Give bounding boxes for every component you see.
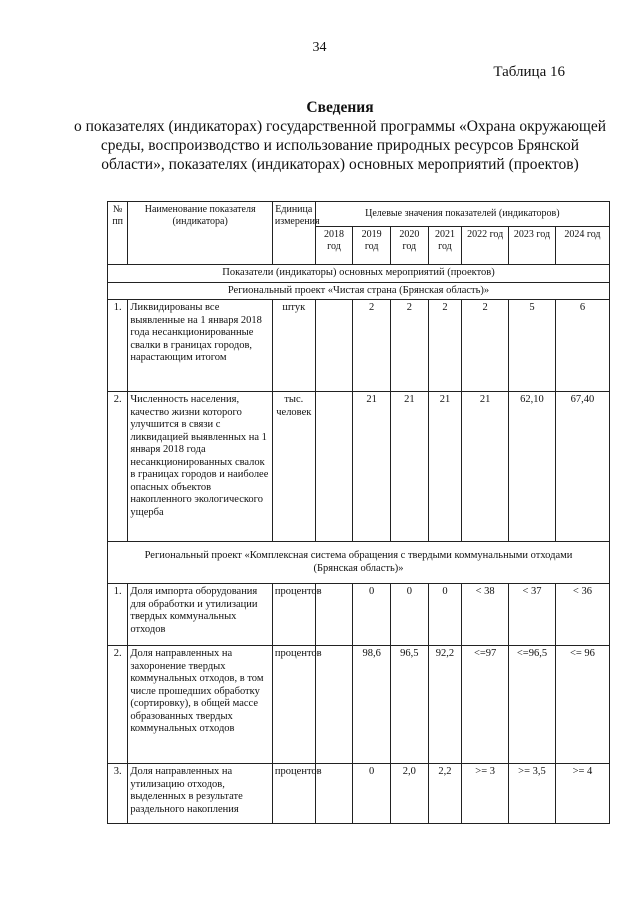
heading-subtitle: о показателях (индикаторах) государственной программы «Охрана окружающей среды, воспроизводство и использование природных ресурсов Брянской области», показателях (индикаторах) основных мероприятий (проектов) (73, 118, 607, 173)
row-value: 2 (390, 300, 428, 392)
row-value (315, 646, 353, 764)
row-value: 67,40 (555, 392, 609, 542)
row-unit: процентов (272, 646, 315, 764)
year-header: 2024 год (555, 227, 609, 265)
row-unit: тыс. человек (272, 392, 315, 542)
row-number: 2. (108, 392, 128, 542)
row-indicator-name: Численность населения, качество жизни которого улучшится в связи с ликвидацией выявленных на 1 января 2018 года несанкционированных свалок в границах городов и наиболее опасных объектов накопленного экологического ущерба (128, 392, 273, 542)
year-header: 2020 год (390, 227, 428, 265)
section-row (108, 265, 610, 283)
section-main-title: Показатели (индикаторы) основных мероприятий (проектов) (108, 265, 610, 283)
row-value: <=97 (462, 646, 509, 764)
table-row (108, 646, 610, 764)
row-unit: процентов (272, 764, 315, 824)
year-header: 2022 год (462, 227, 509, 265)
project1-title: Региональный проект «Чистая страна (Брянская область)» (108, 282, 610, 300)
row-indicator-name: Доля направленных на утилизацию отходов, выделенных в результате раздельного накопления (128, 764, 273, 824)
table-row (108, 392, 610, 542)
row-value: 92,2 (428, 646, 462, 764)
row-value: 0 (353, 764, 391, 824)
heading-title: Сведения (306, 99, 374, 116)
row-indicator-name: Ликвидированы все выявленные на 1 января 2018 года несанкционированные свалки в границах городов, нарастающим итогом (128, 300, 273, 392)
row-unit: процентов (272, 584, 315, 646)
row-value: 21 (428, 392, 462, 542)
row-value: 0 (353, 584, 391, 646)
row-value: 21 (390, 392, 428, 542)
row-value: <=96,5 (509, 646, 556, 764)
row-indicator-name: Доля направленных на захоронение твердых коммунальных отходов, в том числе прошедших обработку (сортировку), в общей массе образованных твердых коммунальных отходов (128, 646, 273, 764)
indicators-table (107, 201, 610, 824)
row-value: <= 96 (555, 646, 609, 764)
row-value: 96,5 (390, 646, 428, 764)
project-row (108, 282, 610, 300)
row-value: >= 4 (555, 764, 609, 824)
row-value: 2 (353, 300, 391, 392)
year-header: 2021 год (428, 227, 462, 265)
row-value: >= 3 (462, 764, 509, 824)
row-value: 6 (555, 300, 609, 392)
project-row (108, 542, 610, 584)
table-row (108, 764, 610, 824)
col-name-header: Наименование показателя (индикатора) (128, 202, 273, 265)
row-value: 2 (462, 300, 509, 392)
row-value (315, 392, 353, 542)
row-value (315, 300, 353, 392)
year-header: 2018 год (315, 227, 353, 265)
row-number: 3. (108, 764, 128, 824)
project2-title: Региональный проект «Комплексная система обращения с твердыми коммунальными отходами (Брянская область)» (108, 542, 610, 584)
row-unit: штук (272, 300, 315, 392)
row-number: 1. (108, 300, 128, 392)
document-heading (70, 98, 610, 174)
row-value: >= 3,5 (509, 764, 556, 824)
row-value: 62,10 (509, 392, 556, 542)
row-number: 1. (108, 584, 128, 646)
row-value: 0 (390, 584, 428, 646)
row-value: 21 (353, 392, 391, 542)
row-number: 2. (108, 646, 128, 764)
row-value: 0 (428, 584, 462, 646)
row-value: 5 (509, 300, 556, 392)
row-value: < 36 (555, 584, 609, 646)
row-indicator-name: Доля импорта оборудования для обработки и утилизации твердых коммунальных отходов (128, 584, 273, 646)
row-value: 2,0 (390, 764, 428, 824)
row-value: 2,2 (428, 764, 462, 824)
row-value: 98,6 (353, 646, 391, 764)
col-unit-header: Единица измерения (272, 202, 315, 265)
col-no-header: № пп (108, 202, 128, 265)
row-value: < 37 (509, 584, 556, 646)
table-header-row (108, 202, 610, 227)
row-value: 2 (428, 300, 462, 392)
col-target-header: Целевые значения показателей (индикаторов) (315, 202, 609, 227)
table-row (108, 584, 610, 646)
page-number: 34 (312, 40, 327, 55)
table-label: Таблица 16 (493, 64, 565, 80)
table-row (108, 300, 610, 392)
row-value: < 38 (462, 584, 509, 646)
year-header: 2019 год (353, 227, 391, 265)
year-header: 2023 год (509, 227, 556, 265)
row-value: 21 (462, 392, 509, 542)
